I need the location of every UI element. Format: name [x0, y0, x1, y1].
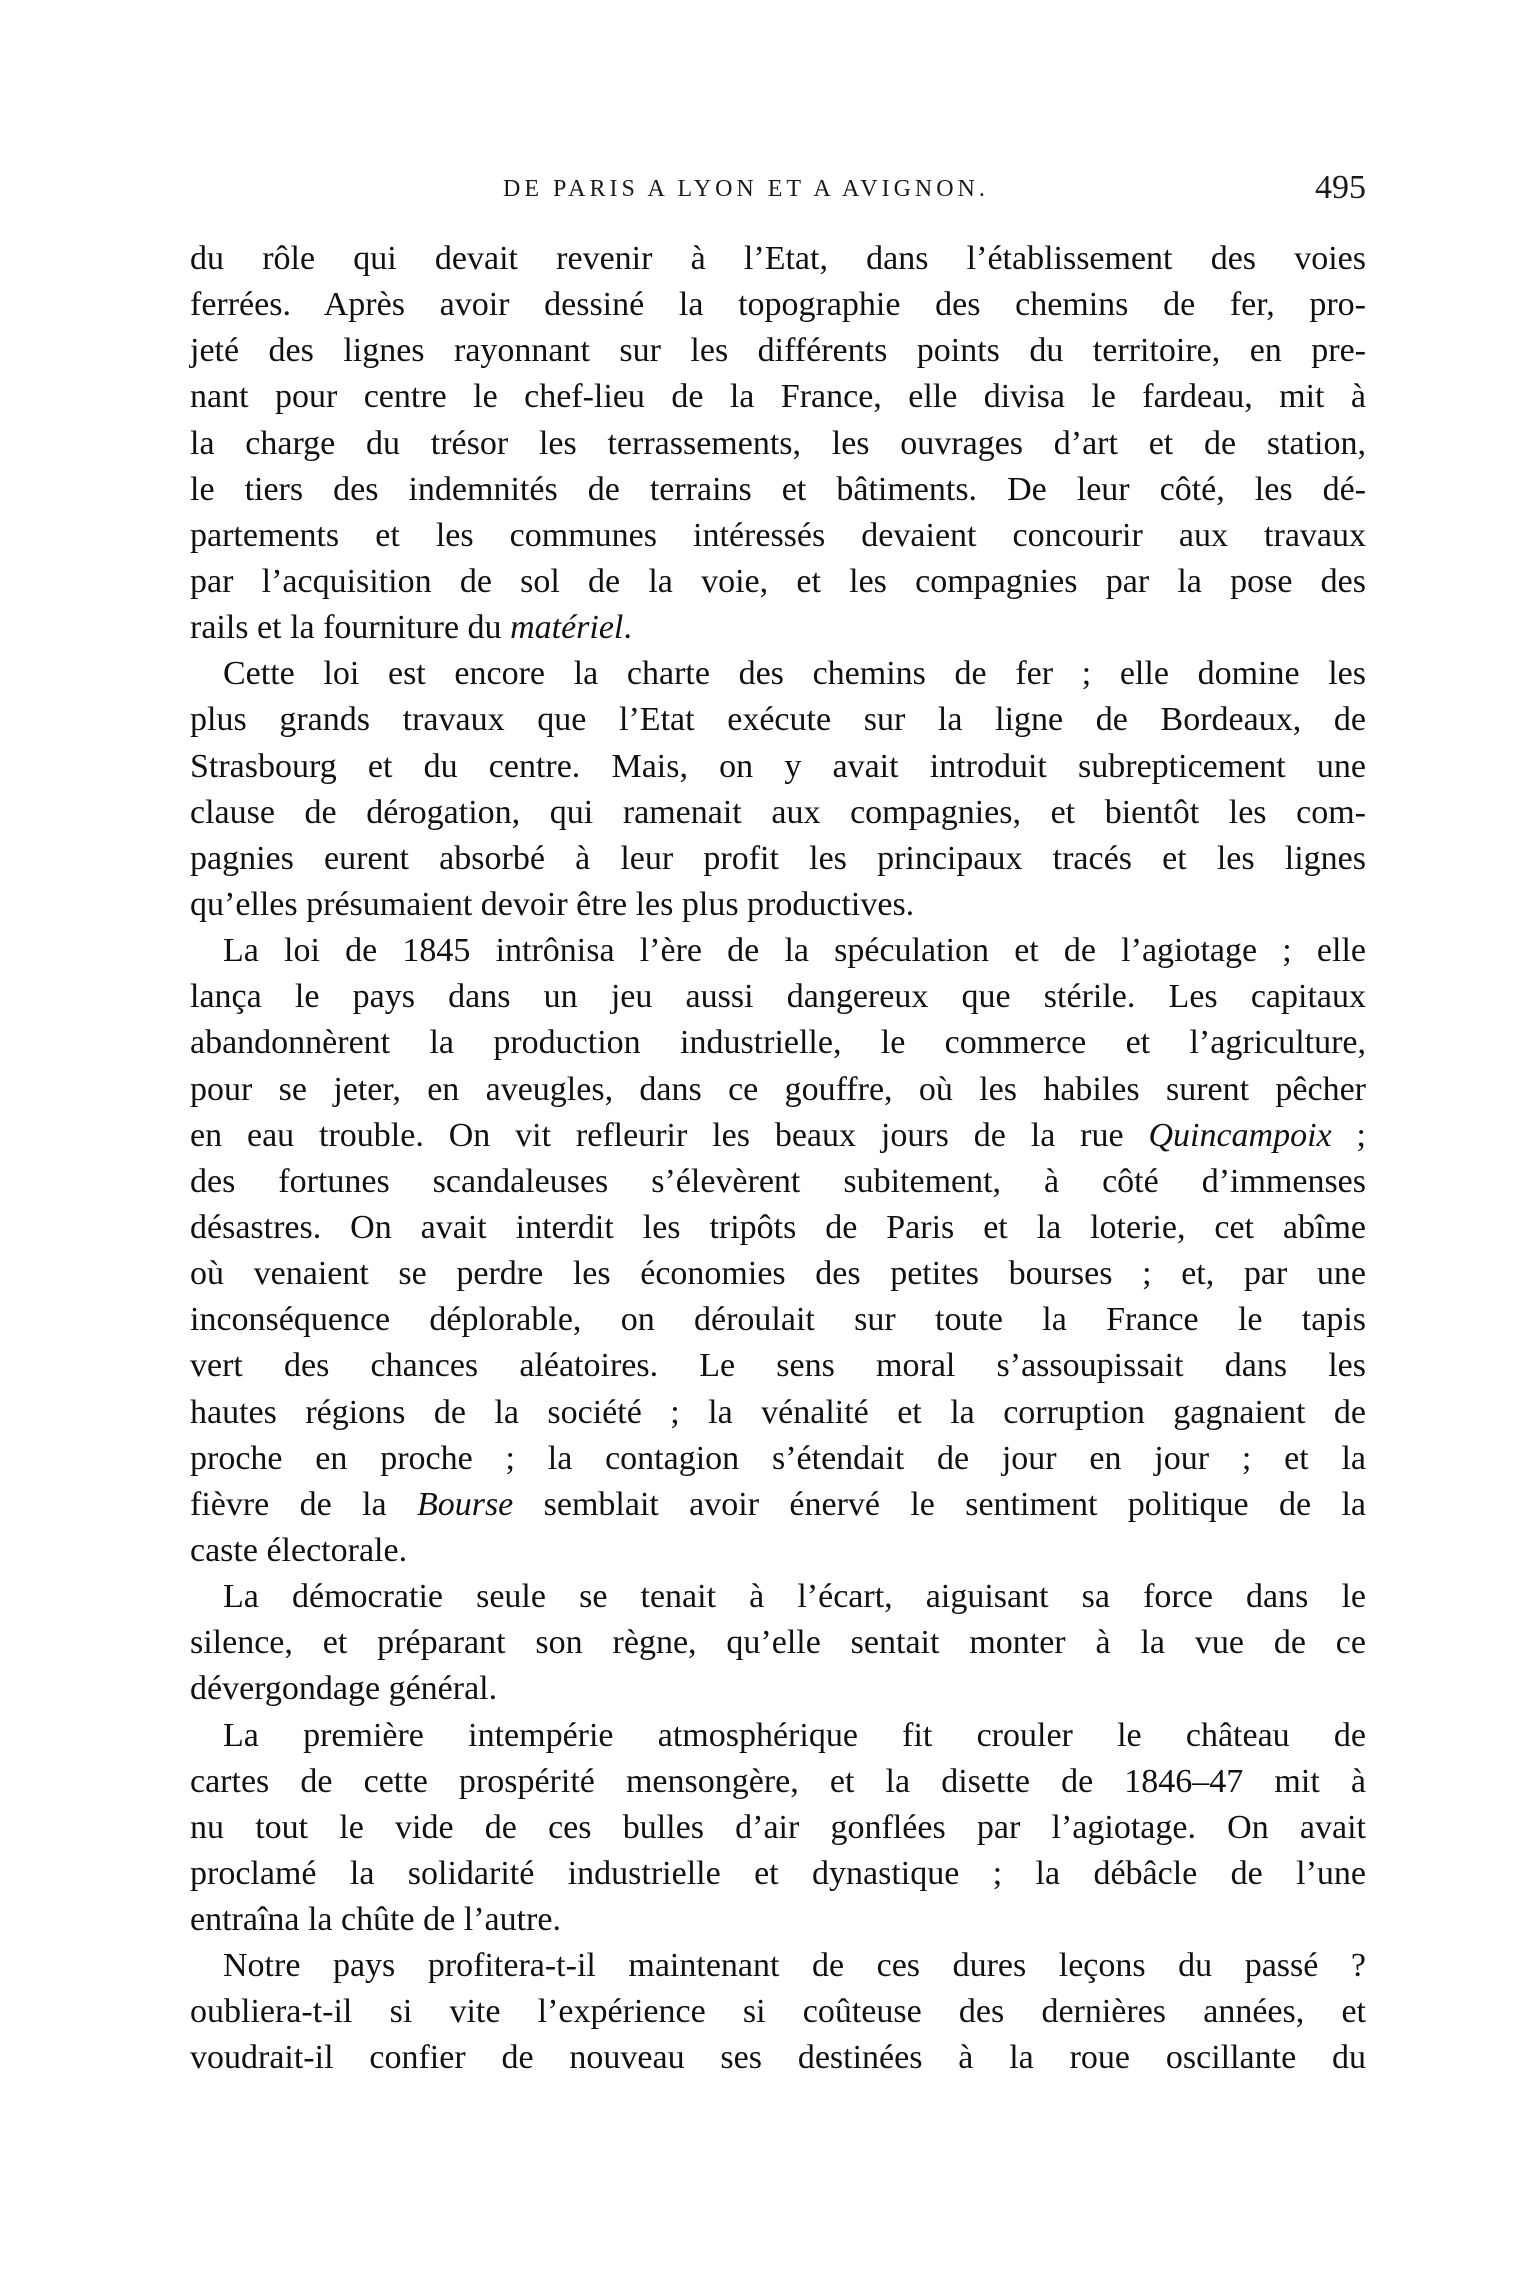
- text-run: rails et la fourniture du: [190, 609, 511, 647]
- text-line: hautes régions de la société ; la vénalité et la corruption gagnaient de: [190, 1393, 1366, 1431]
- paragraph-1: [190, 236, 1366, 651]
- text-line: nu tout le vide de ces bulles d’air gonflées par l’agiotage. On avait: [190, 1808, 1366, 1846]
- text-line: vert des chances aléatoires. Le sens moral s’assoupissait dans les: [190, 1347, 1366, 1385]
- text-line: ferrées. Après avoir dessiné la topographie des chemins de fer, pro-: [190, 286, 1366, 324]
- text-line: lança le pays dans un jeu aussi dangereux que stérile. Les capitaux: [190, 978, 1366, 1016]
- text-line: dévergondage général.: [190, 1670, 498, 1708]
- text-line: La démocratie seule se tenait à l’écart, aiguisant sa force dans le: [223, 1578, 1366, 1616]
- text-line: [190, 1113, 1366, 1159]
- text-line: où venaient se perdre les économies des petites bourses ; et, par une: [190, 1255, 1366, 1293]
- text-line: Cette loi est encore la charte des chemins de fer ; elle domine les: [223, 655, 1366, 693]
- italic-term: matériel: [510, 609, 624, 647]
- text-line: [190, 605, 1366, 651]
- text-run: semblait avoir énervé le sentiment politique de la: [513, 1485, 1366, 1523]
- text-line: du rôle qui devait revenir à l’Etat, dans l’établissement des voies: [190, 240, 1366, 277]
- text-line: désastres. On avait interdit les tripôts de Paris et la loterie, cet abîme: [190, 1208, 1366, 1246]
- text-line: plus grands travaux que l’Etat exécute sur la ligne de Bordeaux, de: [190, 701, 1366, 739]
- text-run: en eau trouble. On vit refleurir les beaux jours de la rue: [190, 1116, 1149, 1154]
- text-line: la charge du trésor les terrassements, les ouvrages d’art et de station,: [190, 424, 1366, 462]
- text-line: La première intempérie atmosphérique fit crouler le château de: [223, 1716, 1366, 1754]
- text-run: ;: [1331, 1116, 1366, 1154]
- text-line: qu’elles présumaient devoir être les plus productives.: [190, 885, 915, 923]
- text-line: Strasbourg et du centre. Mais, on y avait introduit subrepticement une: [190, 747, 1366, 785]
- paragraph-2: [190, 651, 1366, 928]
- text-line: La loi de 1845 intrônisa l’ère de la spéculation et de l’agiotage ; elle: [223, 932, 1366, 970]
- text-line: clause de dérogation, qui ramenait aux compagnies, et bientôt les com-: [190, 793, 1366, 831]
- page-number: 495: [1315, 169, 1366, 206]
- text-line: pagnies eurent absorbé à leur profit les principaux tracés et les lignes: [190, 839, 1366, 877]
- text-line: pour se jeter, en aveugles, dans ce gouffre, où les habiles surent pêcher: [190, 1070, 1366, 1108]
- text-line: partements et les communes intéressés devaient concourir aux travaux: [190, 516, 1366, 554]
- text-line: entraîna la chûte de l’autre.: [190, 1901, 561, 1939]
- paragraph-3: [190, 928, 1366, 1574]
- text-run: fièvre de la: [190, 1485, 417, 1523]
- running-head: [190, 170, 1366, 206]
- text-line: le tiers des indemnités de terrains et bâtiments. De leur côté, les dé-: [190, 470, 1366, 508]
- text-line: par l’acquisition de sol de la voie, et les compagnies par la pose des: [190, 562, 1366, 600]
- paragraph-5: [190, 1713, 1366, 1944]
- text-line: cartes de cette prospérité mensongère, et la disette de 1846–47 mit à: [190, 1762, 1366, 1800]
- text-line: caste électorale.: [190, 1531, 408, 1569]
- italic-term: Bourse: [416, 1485, 514, 1523]
- text-line: Notre pays profitera-t-il maintenant de ces dures leçons du passé ?: [223, 1947, 1366, 1985]
- text-line: proche en proche ; la contagion s’étendait de jour en jour ; et la: [190, 1439, 1366, 1477]
- paragraph-6: [190, 1943, 1366, 2081]
- text-line: inconséquence déplorable, on déroulait sur toute la France le tapis: [190, 1301, 1366, 1339]
- italic-term: Quincampoix: [1148, 1116, 1332, 1154]
- body-text: [190, 236, 1366, 2082]
- text-line: abandonnèrent la production industrielle, le commerce et l’agriculture,: [190, 1024, 1366, 1062]
- text-line: oubliera-t-il si vite l’expérience si coûteuse des dernières années, et: [190, 1993, 1366, 2031]
- text-line: des fortunes scandaleuses s’élevèrent subitement, à côté d’immenses: [190, 1162, 1366, 1200]
- text-line: voudrait-il confier de nouveau ses destinées à la roue oscillante du: [190, 2039, 1366, 2077]
- text-line: proclamé la solidarité industrielle et dynastique ; la débâcle de l’une: [190, 1854, 1366, 1892]
- running-title: DE PARIS A LYON ET A AVIGNON.: [503, 176, 989, 202]
- text-run: .: [623, 609, 632, 647]
- text-line: nant pour centre le chef-lieu de la France, elle divisa le fardeau, mit à: [190, 378, 1366, 416]
- text-line: jeté des lignes rayonnant sur les différents points du territoire, en pre-: [190, 332, 1366, 370]
- paragraph-4: [190, 1574, 1366, 1712]
- text-line: [190, 1482, 1366, 1528]
- text-line: silence, et préparant son règne, qu’elle sentait monter à la vue de ce: [190, 1624, 1366, 1662]
